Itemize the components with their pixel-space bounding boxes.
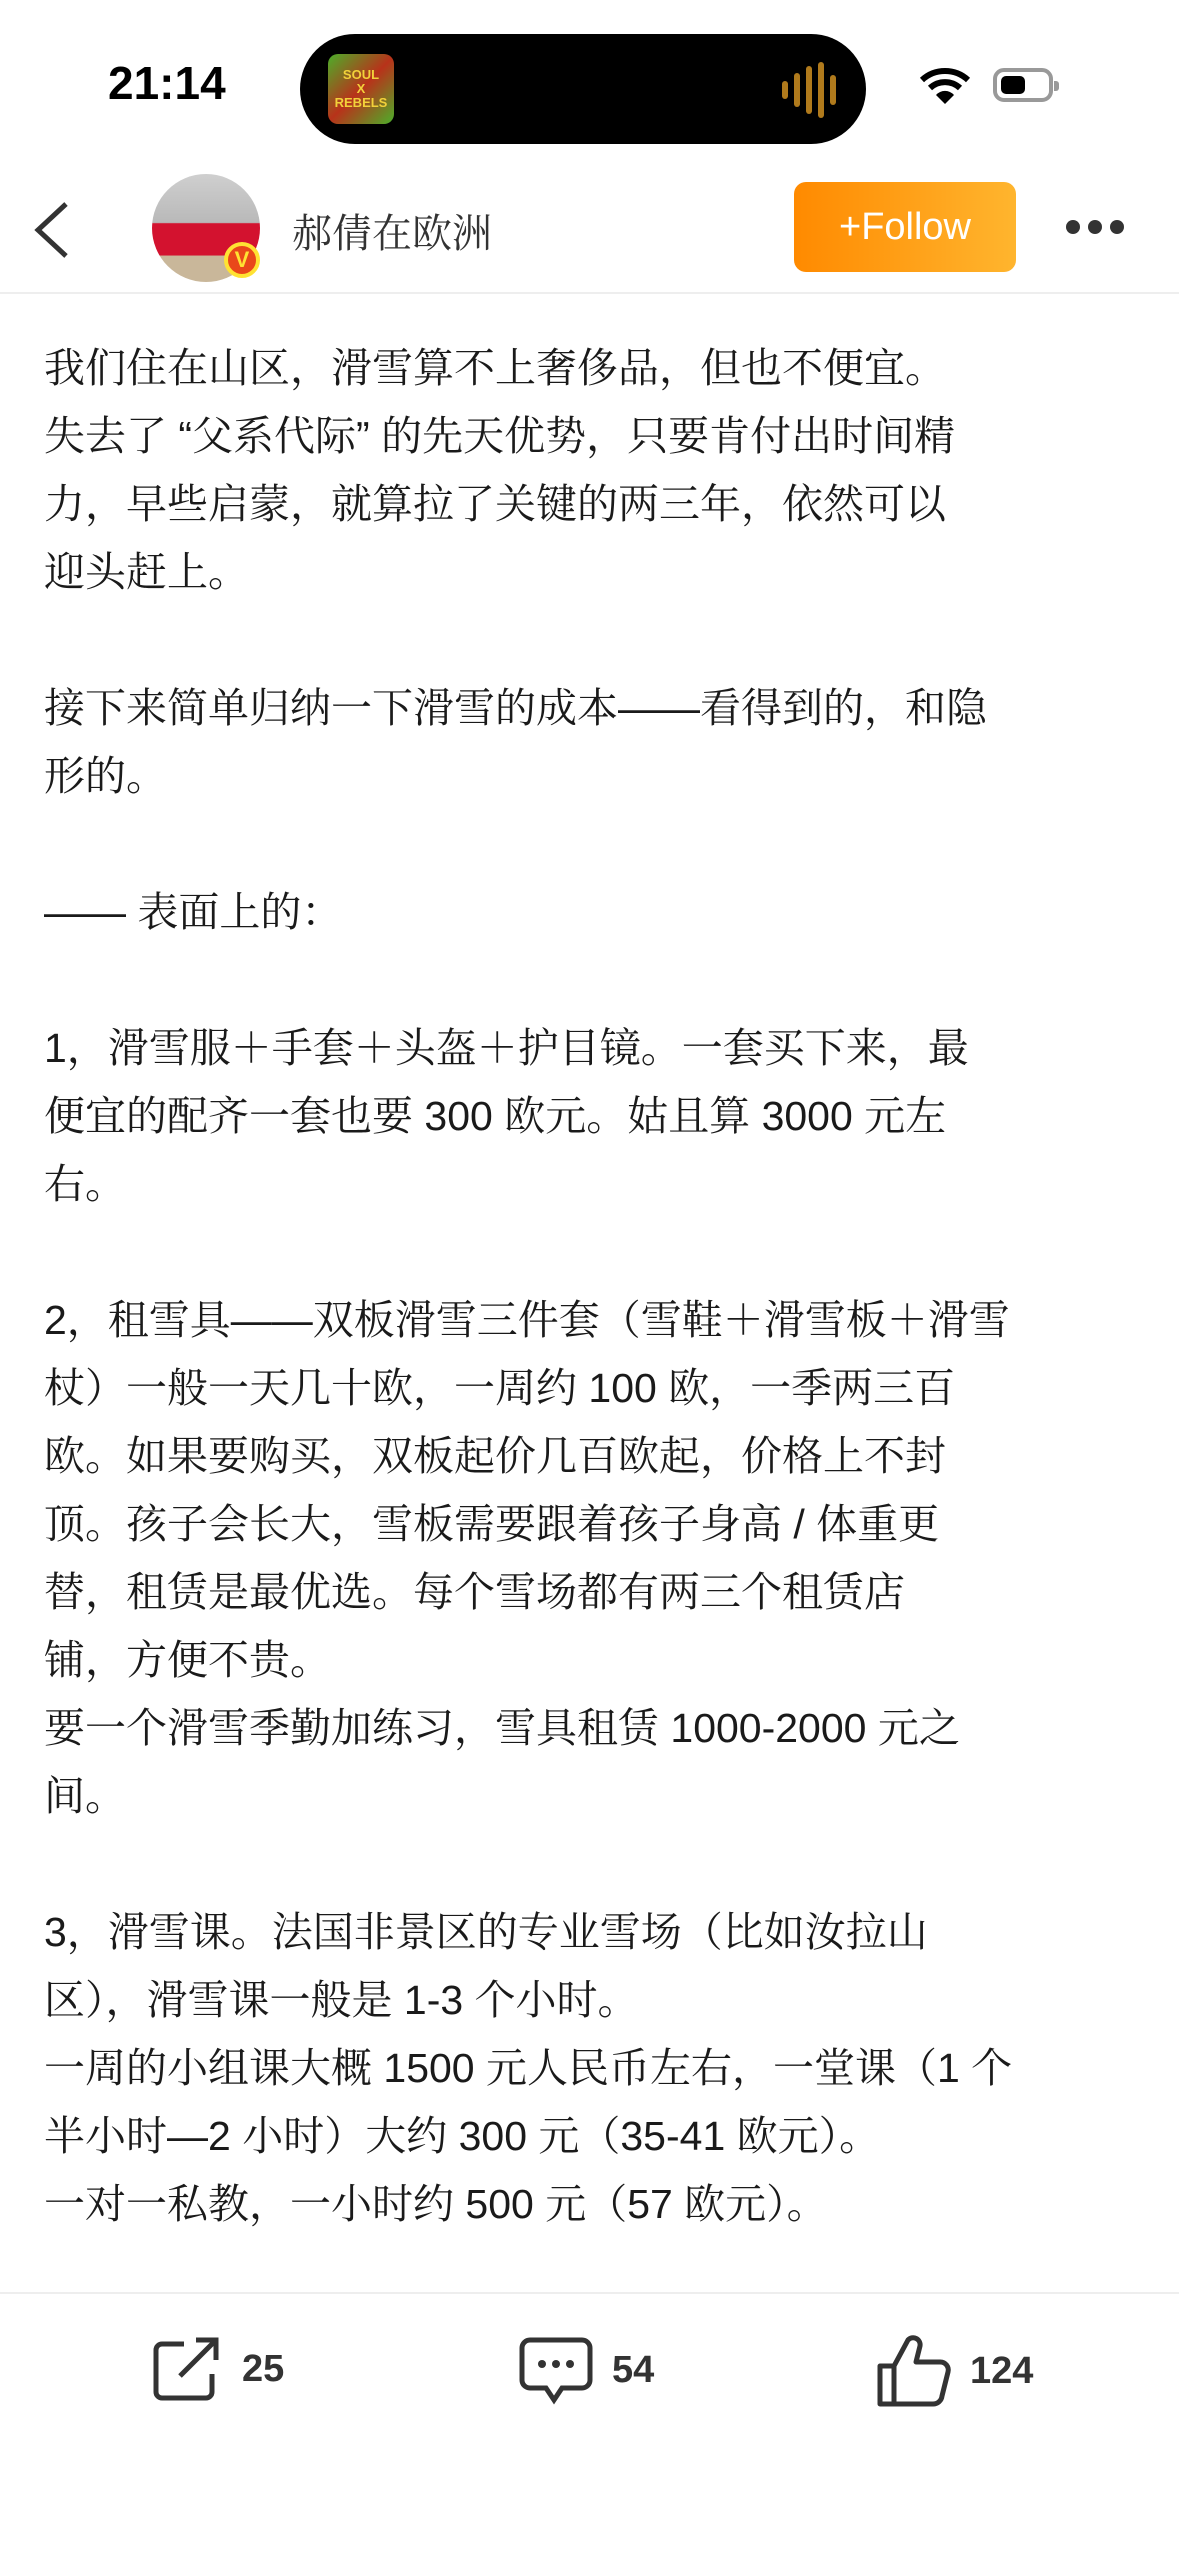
text-line: 杖）一般一天几十欧，一周约 100 欧，一季两三百 <box>44 1365 956 1411</box>
text-line: 一周的小组课大概 1500 元人民币左右，一堂课（1 个 <box>44 2045 1013 2091</box>
text-line: 区），滑雪课一般是 1-3 个小时。 <box>44 1977 639 2023</box>
blank-line <box>44 1830 1144 1898</box>
text-line: —— 表面上的： <box>44 889 343 935</box>
text-line: 我们住在山区，滑雪算不上奢侈品，但也不便宜。 <box>44 345 946 391</box>
blank-line <box>44 946 1144 1014</box>
comment-button[interactable] <box>518 2334 654 2406</box>
text-line: 欧。如果要购买，双板起价几百欧起，价格上不封 <box>44 1433 946 1479</box>
thumbs-up-icon <box>876 2334 952 2408</box>
text-line: 力，早些启蒙，就算拉了关键的两三年，依然可以 <box>44 481 946 527</box>
username[interactable]: 郝倩在欧洲 <box>292 212 492 256</box>
wifi-icon <box>920 66 970 106</box>
dynamic-island[interactable] <box>300 34 866 144</box>
action-bar <box>0 2292 1179 2558</box>
more-options-icon[interactable] <box>1066 220 1124 234</box>
text-line: 顶。孩子会长大，雪板需要跟着孩子身高 / 体重更 <box>44 1501 940 1547</box>
comment-count: 54 <box>612 2348 655 2391</box>
status-bar <box>0 0 1179 160</box>
text-line: 迎头赶上。 <box>44 549 249 595</box>
text-line: 半小时—2 小时）大约 300 元（35-41 欧元）。 <box>44 2113 881 2159</box>
text-line: 接下来简单归纳一下滑雪的成本——看得到的，和隐 <box>44 685 987 731</box>
text-line: 形的。 <box>44 753 167 799</box>
verified-badge-icon: V <box>224 242 260 278</box>
comment-icon <box>518 2334 594 2406</box>
back-chevron-icon[interactable] <box>30 200 74 260</box>
follow-button[interactable]: +Follow <box>794 182 1016 272</box>
text-line: 右。 <box>44 1161 126 1207</box>
like-count: 124 <box>970 2349 1034 2392</box>
text-line: 1，滑雪服＋手套＋头盔＋护目镜。一套买下来，最 <box>44 1025 969 1071</box>
text-line: 铺，方便不贵。 <box>44 1637 331 1683</box>
text-line: 失去了 “父系代际” 的先天优势，只要肯付出时间精 <box>44 413 956 459</box>
text-line: 2，租雪具——双板滑雪三件套（雪鞋＋滑雪板＋滑雪 <box>44 1297 1010 1343</box>
share-icon <box>150 2334 224 2404</box>
text-line: 一对一私教，一小时约 500 元（57 欧元）。 <box>44 2181 828 2227</box>
audio-waveform-icon <box>782 62 836 118</box>
text-line: 要一个滑雪季勤加练习，雪具租赁 1000-2000 元之 <box>44 1705 960 1751</box>
blank-line <box>44 810 1144 878</box>
text-line: 替，租赁是最优选。每个雪场都有两三个租赁店 <box>44 1569 905 1615</box>
text-line: 便宜的配齐一套也要 300 欧元。姑且算 3000 元左 <box>44 1093 947 1139</box>
battery-icon <box>993 68 1053 102</box>
text-line: 3，滑雪课。法国非景区的专业雪场（比如汝拉山 <box>44 1909 928 1955</box>
post-body <box>44 334 1144 2238</box>
blank-line <box>44 606 1144 674</box>
blank-line <box>44 1218 1144 1286</box>
share-count: 25 <box>242 2347 285 2390</box>
clock: 21:14 <box>108 57 226 109</box>
text-line: 间。 <box>44 1773 126 1819</box>
album-art-icon: SOUL X REBELS <box>328 54 394 124</box>
post-header <box>0 170 1179 294</box>
share-button[interactable] <box>150 2334 284 2404</box>
like-button[interactable] <box>876 2334 1033 2408</box>
